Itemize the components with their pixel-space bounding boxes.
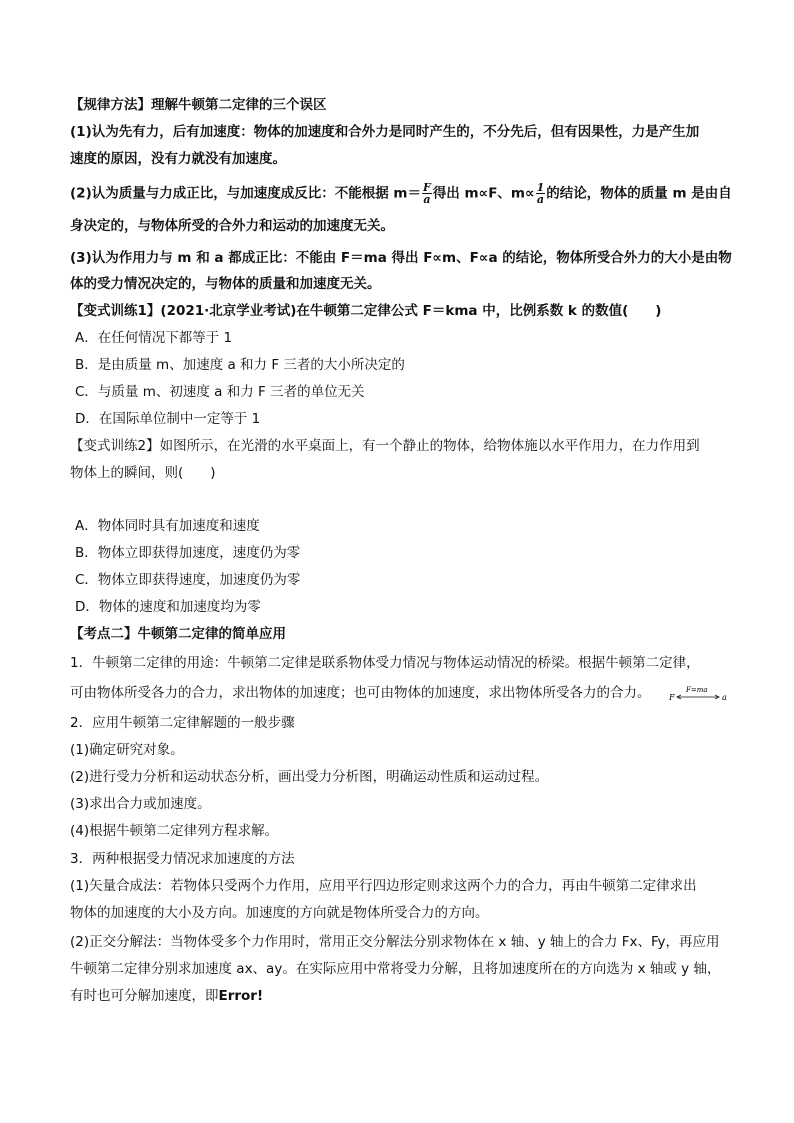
step-3: (3)求出合力或加速度。	[70, 796, 211, 812]
orthogonal-method-line-3	[70, 986, 730, 1006]
f-ma-relation-diagram	[667, 684, 729, 702]
diag-right-label: a	[721, 693, 727, 702]
double-arrow-icon	[667, 684, 729, 702]
step-1: (1)确定研究对象。	[70, 742, 184, 758]
misconception-3-line-1: (3)认为作用力与 m 和 a 都成正比：不能由 F＝ma 得出 F∝m、F∝a 的结论，物体所受合外力的大小是由物	[70, 250, 732, 266]
frac-numerator: 1	[536, 181, 545, 194]
fraction-f-over-a	[422, 182, 432, 205]
point-3-heading: 3．两种根据受力情况求加速度的方法	[70, 851, 295, 867]
frac-numerator: F	[423, 181, 431, 194]
orthogonal-method-line-2: 牛顿第二定律分别求加速度 ax、ay。在实际应用中常将受力分解，且将加速度所在的方向选为 x 轴或 y 轴，	[70, 961, 721, 977]
misconception-1-line-1: (1)认为先有力，后有加速度：物体的加速度和合外力是同时产生的，不分先后，但有因果性，力是产生加	[70, 124, 700, 140]
exercise-1-option-a: A．在任何情况下都等于 1	[75, 330, 233, 346]
point-1-line-2	[70, 683, 730, 703]
vector-method-line-1: (1)矢量合成法：若物体只受两个力作用，应用平行四边形定则求这两个力的合力，再由牛顿第二定律求出	[70, 878, 697, 894]
m2-text-pre: (2)认为质量与力成正比，与加速度成反比：不能根据 m＝	[70, 185, 421, 202]
error-field-text: Error!	[218, 988, 264, 1004]
exercise-1-question	[70, 301, 730, 321]
misconception-3-line-2: 体的受力情况决定的，与物体的质量和加速度无关。	[70, 276, 381, 292]
orthogonal-method-line-1: (2)正交分解法：当物体受多个力作用时，常用正交分解法分别求物体在 x 轴、y 轴上的合力 Fx、Fy，再应用	[70, 934, 720, 950]
point-1-text: 可由物体所受各力的合力，求出物体的加速度；也可由物体的加速度，求出物体所受各力的合力。	[70, 685, 651, 701]
vector-method-line-2: 物体的加速度的大小及方向。加速度的方向就是物体所受合力的方向。	[70, 905, 489, 921]
diag-left-label: F	[668, 693, 675, 702]
m2-text-mid: 得出 m∝F、m∝	[432, 185, 535, 202]
misconception-2-line-2: 身决定的，与物体所受的合外力和运动的加速度无关。	[70, 218, 394, 234]
exercise-1-option-c: C．与质量 m、初速度 a 和力 F 三者的单位无关	[75, 384, 365, 400]
exercise-2-option-a: A．物体同时具有加速度和速度	[75, 518, 260, 534]
step-4: (4)根据牛顿第二定律列方程求解。	[70, 823, 279, 839]
fraction-1-over-a	[536, 182, 546, 205]
point-1-line-1: 1．牛顿第二定律的用途：牛顿第二定律是联系物体受力情况与物体运动情况的桥梁。根据牛顿第二定律，	[70, 655, 700, 671]
orth-text: 有时也可分解加速度，即	[70, 988, 219, 1004]
exercise-2-option-d: D．物体的速度和加速度均为零	[75, 599, 261, 615]
exercise-2-option-b: B．物体立即获得加速度，速度仍为零	[75, 545, 301, 561]
exercise-2-question-line-2: 物体上的瞬间，则( )	[70, 465, 216, 481]
exercise-1-option-d: D．在国际单位制中一定等于 1	[75, 411, 261, 427]
m2-text-post: 的结论，物体的质量 m 是由自	[546, 185, 732, 202]
exercise-2-option-c: C．物体立即获得速度，加速度仍为零	[75, 572, 301, 588]
point-2-heading: 2．应用牛顿第二定律解题的一般步骤	[70, 715, 295, 731]
exercise-2-question-line-1: 【变式训练2】如图所示，在光滑的水平桌面上，有一个静止的物体，给物体施以水平作用力，在力作用到	[70, 438, 700, 454]
diag-top-label: F=ma	[685, 686, 708, 694]
misconception-1-line-2: 速度的原因，没有力就没有加速度。	[70, 151, 286, 167]
frac-denominator: a	[536, 193, 544, 206]
ex1-text: 【变式训练1】(2021·北京学业考试)在牛顿第二定律公式 F＝kma 中，比例系数 k 的数值( )	[70, 303, 662, 319]
frac-denominator: a	[423, 193, 431, 206]
exercise-1-option-b: B．是由质量 m、加速度 a 和力 F 三者的大小所决定的	[75, 357, 405, 373]
section-heading: 【规律方法】理解牛顿第二定律的三个误区	[70, 97, 327, 113]
key-point-2-heading: 【考点二】牛顿第二定律的简单应用	[70, 626, 286, 642]
misconception-2-line-1	[70, 182, 730, 205]
step-2: (2)进行受力分析和运动状态分析，画出受力分析图，明确运动性质和运动过程。	[70, 769, 549, 785]
